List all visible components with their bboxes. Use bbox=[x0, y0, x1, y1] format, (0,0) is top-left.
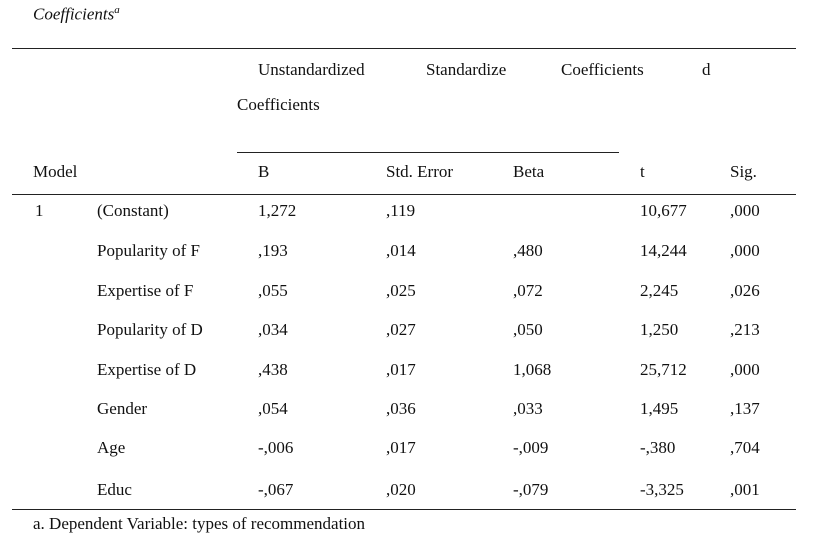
cell-std-error: ,027 bbox=[386, 320, 416, 339]
cell-b: ,438 bbox=[258, 360, 288, 379]
cell-label: Age bbox=[97, 438, 126, 457]
cell-sig: ,001 bbox=[730, 480, 760, 499]
cell-sig: ,000 bbox=[730, 201, 760, 220]
cell-t: 1,495 bbox=[640, 399, 679, 418]
cell-label: Expertise of D bbox=[97, 360, 197, 379]
cell-label: Gender bbox=[97, 399, 148, 418]
model-number: 1 bbox=[35, 201, 44, 220]
cell-beta: ,480 bbox=[513, 241, 543, 260]
cell-b: -,067 bbox=[258, 480, 294, 499]
cell-t: 1,250 bbox=[640, 320, 679, 339]
footnote: a. Dependent Variable: types of recommendation bbox=[33, 514, 366, 533]
cell-std-error: ,119 bbox=[386, 201, 416, 220]
cell-beta: 1,068 bbox=[513, 360, 552, 379]
cell-b: ,054 bbox=[258, 399, 288, 418]
cell-std-error: ,014 bbox=[386, 241, 416, 260]
cell-sig: ,000 bbox=[730, 360, 760, 379]
cell-t: 10,677 bbox=[640, 201, 687, 220]
cell-std-error: ,025 bbox=[386, 281, 416, 300]
bottom-rule bbox=[12, 509, 796, 510]
cell-b: ,034 bbox=[258, 320, 288, 339]
header-coefficients-2: Coefficients bbox=[237, 95, 320, 114]
table-title: Coefficients$^a$ bbox=[33, 4, 120, 24]
cell-b: -,006 bbox=[258, 438, 294, 457]
cell-beta: -,009 bbox=[513, 438, 549, 457]
cell-std-error: ,017 bbox=[386, 438, 416, 457]
cell-std-error: ,036 bbox=[386, 399, 416, 418]
header-bottom-rule bbox=[12, 194, 796, 195]
cell-label: Popularity of D bbox=[97, 320, 203, 339]
cell-std-error: ,020 bbox=[386, 480, 416, 499]
cell-label: Expertise of F bbox=[97, 281, 194, 300]
cell-b: ,193 bbox=[258, 241, 288, 260]
cell-beta: ,050 bbox=[513, 320, 543, 339]
cell-beta: ,033 bbox=[513, 399, 543, 418]
cell-sig: ,000 bbox=[730, 241, 760, 260]
header-group-rule bbox=[237, 152, 619, 153]
title-superscript: a bbox=[114, 4, 120, 16]
col-header-std-error: Std. Error bbox=[386, 162, 454, 181]
cell-label: Educ bbox=[97, 480, 132, 499]
cell-beta: ,072 bbox=[513, 281, 543, 300]
cell-b: ,055 bbox=[258, 281, 288, 300]
cell-label: (Constant) bbox=[97, 201, 169, 220]
header-standardize: Standardize bbox=[426, 60, 507, 79]
cell-t: 14,244 bbox=[640, 241, 687, 260]
top-rule bbox=[12, 48, 796, 49]
cell-sig: ,704 bbox=[730, 438, 760, 457]
cell-beta: -,079 bbox=[513, 480, 549, 499]
header-coefficients: Coefficients bbox=[561, 60, 644, 79]
col-header-beta: Beta bbox=[513, 162, 545, 181]
cell-sig: ,026 bbox=[730, 281, 760, 300]
cell-sig: ,137 bbox=[730, 399, 760, 418]
cell-std-error: ,017 bbox=[386, 360, 416, 379]
cell-sig: ,213 bbox=[730, 320, 760, 339]
cell-t: -3,325 bbox=[640, 480, 684, 499]
cell-t: 25,712 bbox=[640, 360, 687, 379]
header-unstandardized: Unstandardized bbox=[258, 60, 365, 79]
col-header-sig: Sig. bbox=[730, 162, 757, 181]
col-header-model: Model bbox=[33, 162, 78, 181]
col-header-t: t bbox=[640, 162, 645, 181]
cell-b: 1,272 bbox=[258, 201, 297, 220]
header-d: d bbox=[702, 60, 711, 79]
cell-t: -,380 bbox=[640, 438, 676, 457]
cell-label: Popularity of F bbox=[97, 241, 200, 260]
cell-t: 2,245 bbox=[640, 281, 679, 300]
col-header-b: B bbox=[258, 162, 270, 181]
